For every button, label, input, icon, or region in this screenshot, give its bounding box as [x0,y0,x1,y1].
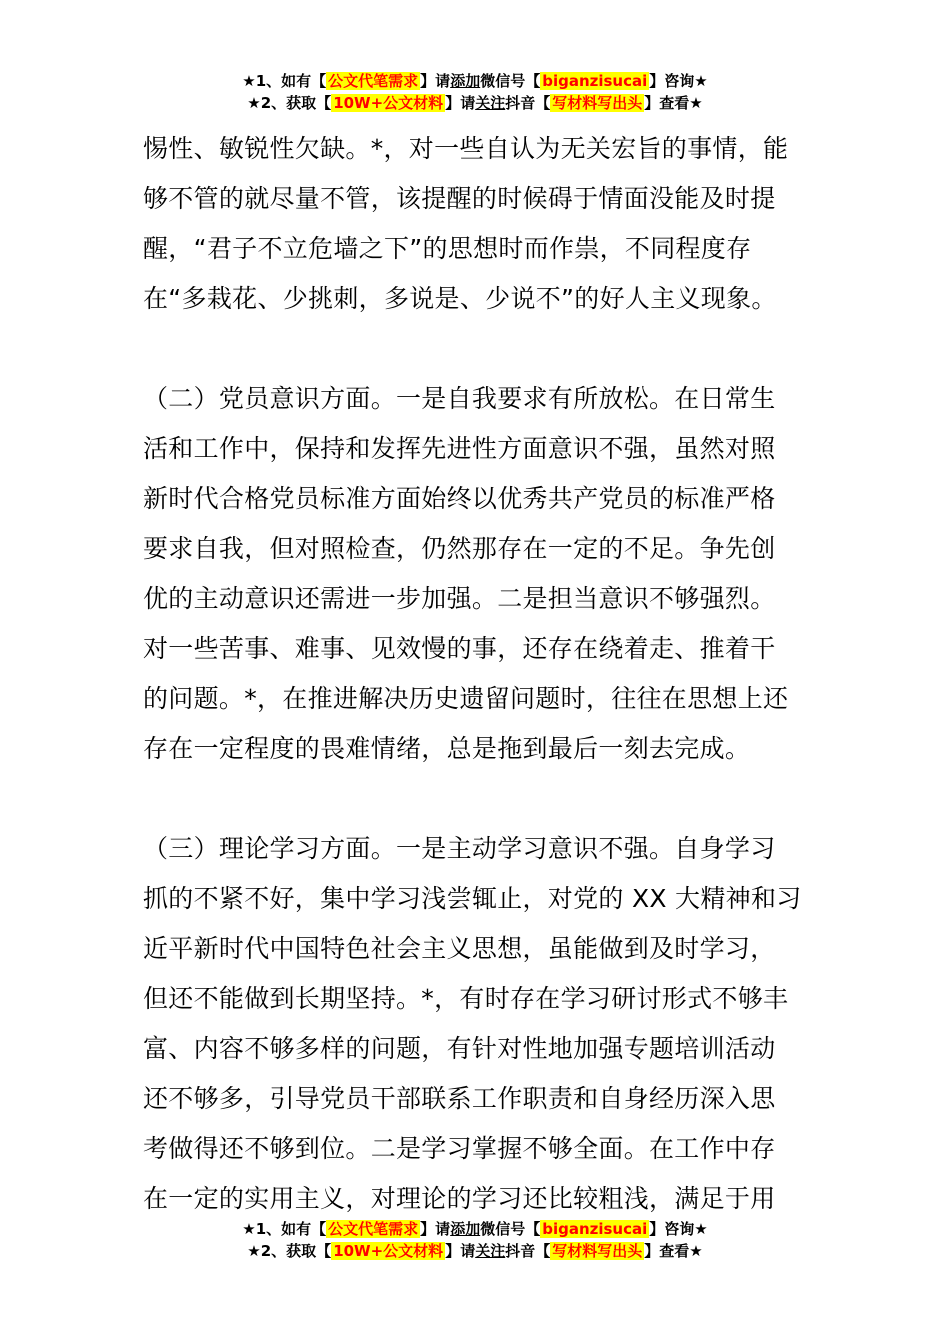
highlight-wechat-id: biganzisucai [542,72,648,90]
highlight-wechat-id: biganzisucai [542,1220,648,1238]
paragraph-3 [143,824,807,1224]
document-body [143,124,807,1224]
highlight-service: 公文代笔需求 [328,1220,419,1238]
text-line: 但还不能做到长期坚持。*，有时存在学习研讨形式不够丰 [143,984,789,1013]
header-line-1: ★1、如有【 公文代笔需求 】请添加微信号【 biganzisucai 】咨询★ [242,72,708,90]
footer-line-2: ★2、获取【 10W+公文材料 】请关注抖音【 写材料写出头 】查看★ [247,1242,703,1260]
highlight-service: 公文代笔需求 [328,72,419,90]
text-line: 在一定的实用主义，对理论的学习还比较粗浅，满足于用 [143,1184,776,1213]
text-line: 新时代合格党员标准方面始终以优秀共产党员的标准严格 [143,484,776,513]
text-line: 够不管的就尽量不管，该提醒的时候碍于情面没能及时提 [143,184,776,213]
header-line-2: ★2、获取【 10W+公文材料 】请关注抖音【 写材料写出头 】查看★ [247,94,703,112]
text-line: 优的主动意识还需进一步加强。二是担当意识不够强烈。 [143,584,776,613]
header-banner [0,70,950,114]
text-line: 在“多栽花、少挑刺，多说是、少说不”的好人主义现象。 [143,284,777,313]
highlight-douyin-account: 写材料写出头 [552,94,643,112]
highlight-materials: 10W+公文材料 [333,1242,444,1260]
text-line: 对一些苦事、难事、见效慢的事，还存在绕着走、推着干 [143,634,776,663]
paragraph-gap [143,324,807,374]
text-line: 的问题。*，在推进解决历史遗留问题时，往往在思想上还 [143,684,789,713]
highlight-douyin-account: 写材料写出头 [552,1242,643,1260]
text-line: 惕性、敏锐性欠缺。*，对一些自认为无关宏旨的事情，能 [143,134,789,163]
paragraph-gap [143,774,807,824]
highlight-materials: 10W+公文材料 [333,94,444,112]
footer-banner [0,1218,950,1262]
text-line: 还不够多，引导党员干部联系工作职责和自身经历深入思 [143,1084,776,1113]
text-line: （三）理论学习方面。一是主动学习意识不强。自身学习 [143,834,776,863]
text-line: 醒，“君子不立危墙之下”的思想时而作祟，不同程度存 [143,234,752,263]
text-line: （二）党员意识方面。一是自我要求有所放松。在日常生 [143,384,776,413]
text-line: 抓的不紧不好，集中学习浅尝辄止，对党的 XX 大精神和习 [143,884,802,913]
text-line: 考做得还不够到位。二是学习掌握不够全面。在工作中存 [143,1134,776,1163]
footer-line-1: ★1、如有【 公文代笔需求 】请添加微信号【 biganzisucai 】咨询★ [242,1220,708,1238]
text-line: 活和工作中，保持和发挥先进性方面意识不强，虽然对照 [143,434,776,463]
text-line: 近平新时代中国特色社会主义思想，虽能做到及时学习， [143,934,776,963]
paragraph-1 [143,124,807,324]
text-line: 富、内容不够多样的问题，有针对性地加强专题培训活动 [143,1034,776,1063]
text-line: 存在一定程度的畏难情绪，总是拖到最后一刻去完成。 [143,734,751,763]
text-line: 要求自我，但对照检查，仍然那存在一定的不足。争先创 [143,534,776,563]
paragraph-2 [143,374,807,774]
